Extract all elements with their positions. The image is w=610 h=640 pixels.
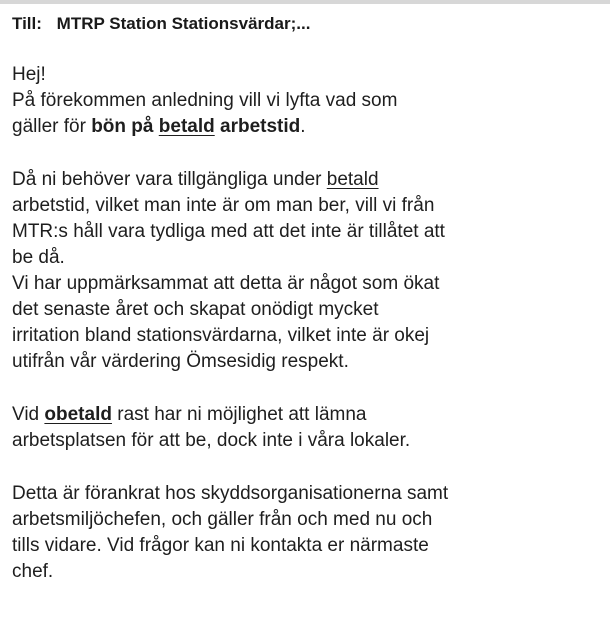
greeting: Hej! — [12, 64, 46, 85]
body-line: arbetstid, vilket man inte är om man ber, vill vi från — [12, 195, 435, 216]
body-line — [12, 402, 602, 428]
body-line: arbetsmiljöchefen, och gäller från och med nu och — [12, 509, 433, 530]
body-line: be då. — [12, 247, 65, 268]
text-run: Vid — [12, 404, 45, 425]
recipient-line[interactable] — [12, 10, 602, 38]
text-run: . — [300, 116, 306, 137]
body-line: tills vidare. Vid frågor kan ni kontakta er närmaste — [12, 535, 429, 556]
recipient-list[interactable]: MTRP Station Stationsvärdar;... — [56, 14, 311, 33]
text-run: gäller för — [12, 116, 92, 137]
paragraph-intro — [12, 62, 602, 140]
body-line: Detta är förankrat hos skyddsorganisationerna samt — [12, 483, 449, 504]
to-label: Till: — [12, 14, 42, 33]
body-line — [12, 167, 602, 193]
body-line: På förekommen anledning vill vi lyfta vad som — [12, 90, 398, 111]
emphasis-betald: betald — [158, 116, 215, 137]
top-divider — [0, 0, 610, 4]
body-line: det senaste året och skapat onödigt mycket — [12, 299, 379, 320]
body-line: arbetsplatsen för att be, dock inte i våra lokaler. — [12, 430, 411, 451]
text-run: rast har ni möjlighet att lämna — [111, 404, 367, 425]
body-line: MTR:s håll vara tydliga med att det inte är tillåtet att — [12, 221, 445, 242]
paragraph-unpaid-break — [12, 402, 602, 454]
text-run: Då ni behöver vara tillgängliga under — [12, 169, 327, 190]
paragraph-policy — [12, 167, 602, 375]
body-line: chef. — [12, 561, 54, 582]
body-line: Vi har uppmärksammat att detta är något som ökat — [12, 273, 440, 294]
paragraph-closing — [12, 481, 602, 585]
body-line: irritation bland stationsvärdarna, vilket inte är okej — [12, 325, 430, 346]
bold-text: bön på — [91, 116, 159, 137]
email-body — [12, 62, 602, 612]
body-line: utifrån vår värdering Ömsesidig respekt. — [12, 351, 349, 372]
underlined-betald: betald — [326, 169, 379, 190]
emphasis-obetald: obetald — [44, 404, 112, 425]
body-line — [12, 114, 602, 140]
bold-text: arbetstid — [214, 116, 301, 137]
